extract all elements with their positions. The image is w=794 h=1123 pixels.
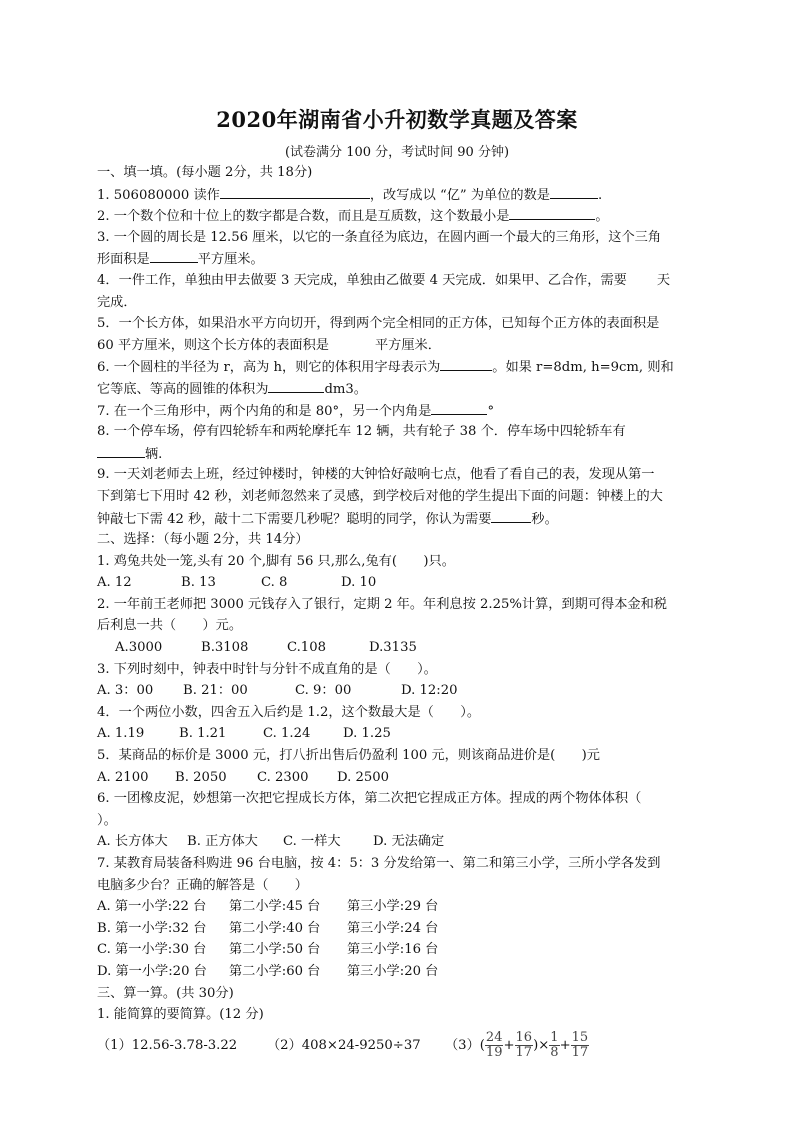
answer-blank bbox=[97, 443, 145, 458]
exam-content bbox=[97, 162, 697, 1066]
option-d: D. 2500 bbox=[337, 769, 390, 785]
page-title: 2020年湖南省小升初数学真题及答案 bbox=[216, 107, 578, 132]
option-a: A. 第一小学:22 台 第二小学:45 台 第三小学:29 台 bbox=[97, 899, 439, 915]
answer-blank bbox=[150, 248, 198, 263]
option-a: A. 3：00 bbox=[97, 683, 154, 699]
option-d: D. 10 bbox=[341, 575, 377, 591]
option-c: C. 9：00 bbox=[295, 683, 352, 699]
s1-question-8: 8. 一个停车场，停有四轮轿车和两轮摩托车 12 辆，共有轮子 38 个．停车场中四轮轿车有 辆. bbox=[97, 424, 626, 462]
option-b: B. 第一小学:32 台 第二小学:40 台 第三小学:24 台 bbox=[97, 920, 439, 936]
option-d: D. 12:20 bbox=[401, 683, 458, 699]
answer-blank bbox=[268, 378, 324, 393]
s1-question-2: 2. 一个数个位和十位上的数字都是合数，而且是互质数，这个数最小是 。 bbox=[97, 205, 697, 227]
section-3-heading: 三、算一算。(共 30分) bbox=[97, 985, 234, 1001]
s1-question-4: 4．一件工作，单独由甲去做要 3 天完成，单独由乙做要 4 天完成．如果甲、乙合作，需要 天 完成． bbox=[97, 272, 671, 310]
s1-question-1: 1. 506080000 读作 ，改写成以 “亿” 为单位的数是 . bbox=[97, 184, 697, 206]
option-d: D.3135 bbox=[369, 640, 417, 656]
answer-blank bbox=[220, 184, 370, 199]
s1-question-9: 9. 一天刘老师去上班，经过钟楼时，钟楼的大钟恰好敲响七点，他看了看自己的表，发现从第一 下到第七下用时 42 秒，刘老师忽然来了灵感，到学校后对他的学生提出下面的问题：钟楼上的大 钟敲七下需 42 秒，敲十二下需要几秒呢？聪明的同学，你认为需要 秒。 bbox=[97, 467, 663, 527]
option-a: A. 2100 bbox=[97, 769, 149, 785]
option-b: B. 正方体大 bbox=[187, 834, 258, 850]
option-a: A.3000 bbox=[115, 640, 163, 656]
option-c: C. 8 bbox=[261, 575, 288, 591]
option-b: B.3108 bbox=[201, 640, 249, 656]
calc-1: （1）12.56-3.78-3.22 bbox=[97, 1037, 238, 1053]
option-c: C. 2300 bbox=[257, 769, 309, 785]
option-c: C. 第一小学:30 台 第二小学:50 台 第三小学:16 台 bbox=[97, 942, 439, 958]
calc-2: （2）408×24-9250÷37 bbox=[267, 1037, 421, 1053]
answer-blank bbox=[491, 508, 531, 523]
fraction: $\frac{15}{17}$ bbox=[571, 1029, 589, 1060]
answer-blank bbox=[550, 184, 598, 199]
answer-blank bbox=[431, 400, 487, 415]
option-b: B. 1.21 bbox=[179, 726, 227, 742]
option-b: B. 2050 bbox=[175, 769, 227, 785]
s1-question-7: 7. 在一个三角形中，两个内角的和是 80°，另一个内角是 ° bbox=[97, 400, 697, 422]
s1-question-3: 3. 一个圆的周长是 12.56 厘米，以它的一条直径为底边，在圆内画一个最大的三角形，这个三角 形面积是 平方厘米。 bbox=[97, 229, 662, 268]
calc-3: （3）( $\frac{24}{19}$ + $\frac{16}{17}$ )× $\frac{1}{8}$ + $\frac{15}{17}$ bbox=[445, 1029, 589, 1060]
fraction: $\frac{24}{19}$ bbox=[485, 1029, 503, 1060]
s3-question-1-stem: 1. 能简算的要简算。(12 分) bbox=[97, 1007, 264, 1023]
s2-question-7: 7. 某教育局装备科购进 96 台电脑，按 4：5：3 分发给第一、第二和第三小学，三所小学各发到 电脑多少台？正确的解答是（ ） A. 第一小学:22 台 第二小学:45 台 第三小学:29 台 B. 第一小学:32 台 第二小学:40 台 第三小学:24 台 C. 第一小学:30 台 第二小学:50 台 第三小学:16 台 D. 第一小学:20 台 第二小学:60 台 第三小学:20 台 bbox=[97, 853, 697, 983]
s1-question-5: 5．一个长方体，如果沿水平方向切开，得到两个完全相同的正方体，已知每个正方体的表面积是 60 平方厘米，则这个长方体的表面积是 平方厘米． bbox=[97, 316, 660, 353]
s2-question-6: 6. 一团橡皮泥，妙想第一次把它捏成长方体，第二次把它捏成正方体。捏成的两个物体体积（ ）。 A. 长方体大 B. 正方体大 C. 一样大 D. 无法确定 bbox=[97, 788, 697, 853]
option-a: A. 12 bbox=[97, 575, 132, 591]
option-c: C. 1.24 bbox=[263, 726, 311, 742]
option-c: C.108 bbox=[287, 640, 326, 656]
option-b: B. 13 bbox=[181, 575, 216, 591]
option-c: C. 一样大 bbox=[283, 834, 341, 850]
answer-blank bbox=[440, 356, 492, 371]
s1-question-6: 6. 一个圆柱的半径为 r，高为 h，则它的体积用字母表示为 。如果 r=8dm, h=9cm, 则和 它等底、等高的圆锥的体积为 dm3。 bbox=[97, 356, 697, 399]
s2-question-5: 5．某商品的标价是 3000 元，打八折出售后仍盈利 100 元，则该商品进价是( )元 A. 2100 B. 2050 C. 2300 D. 2500 bbox=[97, 745, 697, 788]
option-a: A. 1.19 bbox=[97, 726, 145, 742]
option-d: D. 1.25 bbox=[343, 726, 391, 742]
s2-question-2: 2. 一年前王老师把 3000 元钱存入了银行，定期 2 年。年利息按 2.25%计算，到期可得本金和税 后利息一共（ ）元。 A.3000 B.3108 C.108 D.3135 bbox=[97, 594, 697, 659]
fraction: $\frac{16}{17}$ bbox=[515, 1029, 533, 1060]
section-1-heading: 一、填一填。(每小题 2分，共 18分) bbox=[97, 165, 313, 180]
option-a: A. 长方体大 bbox=[97, 834, 168, 850]
option-d: D. 第一小学:20 台 第二小学:60 台 第三小学:20 台 bbox=[97, 963, 439, 979]
exam-info: (试卷满分 100 分，考试时间 90 分钟) bbox=[284, 145, 510, 160]
s2-question-4: 4．一个两位小数，四舍五入后约是 1.2，这个数最大是（ ）。 A. 1.19 B. 1.21 C. 1.24 D. 1.25 bbox=[97, 702, 697, 745]
fraction: $\frac{1}{8}$ bbox=[550, 1029, 559, 1060]
s2-question-1: 1. 鸡兔共处一笼,头有 20 个,脚有 56 只,那么,兔有( )只。 A. 12 B. 13 C. 8 D. 10 bbox=[97, 551, 697, 594]
answer-blank bbox=[509, 205, 595, 220]
s3-calc-row bbox=[97, 1026, 697, 1066]
s2-question-3: 3. 下列时刻中，钟表中时针与分针不成直角的是（ ）。 A. 3：00 B. 21：00 C. 9：00 D. 12:20 bbox=[97, 659, 697, 702]
option-d: D. 无法确定 bbox=[373, 834, 445, 850]
option-b: B. 21：00 bbox=[183, 683, 248, 699]
section-2-heading: 二、选择：（每小题 2分，共 14分） bbox=[97, 532, 309, 548]
